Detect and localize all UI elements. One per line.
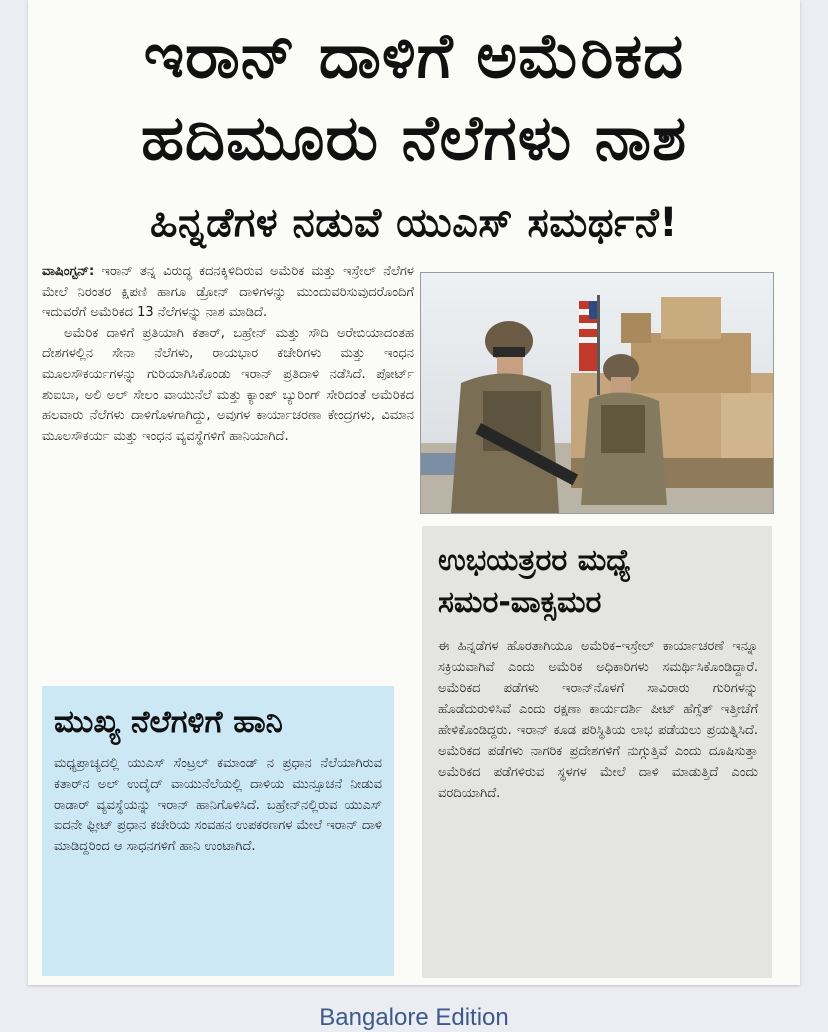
- headline-line-1: ಇರಾನ್ ದಾಳಿಗೆ ಅಮೆರಿಕದ: [143, 19, 685, 92]
- box-right-text: ಈ ಹಿನ್ನಡೆಗಳ ಹೊರತಾಗಿಯೂ ಅಮೆರಿಕ–ಇಸ್ರೇಲ್ ಕಾರ್ಯಾಚರಣೆ ಇನ್ನೂ ಸಕ್ರಿಯವಾಗಿವೆ ಎಂದು ಅಮೆರಿಕ ಅಧಿಕಾರಿಗಳು ಸಮರ್ಥಿಸಿಕೊಂಡಿದ್ದಾರೆ. ಅಮೆರಿಕದ ಪಡೆಗಳು ಇರಾನ್‌ನೊಳಗೆ ಸಾವಿರಾರು ಗುರಿಗಳನ್ನು ಹೊಡೆದುರುಳಿಸಿವೆ ಎಂದು ರಕ್ಷಣಾ ಕಾರ್ಯದರ್ಶಿ ಪೀಟ್ ಹೆಗ್ಸೆತ್ ಇತ್ತೀಚೆಗೆ ಹೇಳಿಕೊಂಡಿದ್ದರು. ಇರಾನ್ ಕೂಡ ಪರಿಸ್ಥಿತಿಯ ಲಾಭ ಪಡೆಯಲು ಪ್ರಯತ್ನಿಸಿದೆ. ಅಮೆರಿಕದ ಪಡೆಗಳು ನಾಗರಿಕ ಪ್ರದೇಶಗಳಿಗೆ ನುಗ್ಗುತ್ತಿವೆ ಎಂದು ದೂಷಿಸುತ್ತಾ ಅಮೆರಿಕದ ಪಡೆಗಳಿರುವ ಸ್ಥಳಗಳ ಮೇಲೆ ದಾಳಿ ಮಾಡುತ್ತಿದೆ ಎಂದು ವರದಿಯಾಗಿದೆ.: [438, 639, 758, 801]
- box-right-title-line-1: ಉಭಯತ್ರರರ ಮಧ್ಯೆ: [438, 543, 631, 578]
- box-left-title: ಮುಖ್ಯ ನೆಲೆಗಳಿಗೆ ಹಾನಿ: [54, 704, 283, 740]
- soldiers-photo-image: [421, 273, 773, 513]
- war-of-words-box: [422, 526, 772, 978]
- subheadline: ಹಿನ್ನಡೆಗಳ ನಡುವೆ ಯುಎಸ್ ಸಮರ್ಥನೆ!: [150, 200, 678, 246]
- article-body: [42, 262, 414, 447]
- paragraph-1-text: ಇರಾನ್ ತನ್ನ ವಿರುದ್ಧ ಕದನಕ್ಕಿಳಿದಿರುವ ಅಮೆರಿಕ ಮತ್ತು ಇಸ್ರೇಲ್ ನೆಲೆಗಳ ಮೇಲೆ ನಿರಂತರ ಕ್ಷಿಪಣಿ ಹಾಗೂ ಡ್ರೋನ್ ದಾಳಿಗಳನ್ನು ಮುಂದುವರಿಸುವುದರೊಂದಿಗೆ ಇದುವರೆಗೆ ಅಮೆರಿಕದ 13 ನೆಲೆಗಳನ್ನು ನಾಶ ಮಾಡಿದೆ.: [42, 264, 414, 321]
- article-paragraph-2: ಅಮೆರಿಕ ದಾಳಿಗೆ ಪ್ರತಿಯಾಗಿ ಕತಾರ್, ಬಹ್ರೇನ್ ಮತ್ತು ಸೌದಿ ಅರೇಬಿಯಾದಂತಹ ದೇಶಗಳಲ್ಲಿನ ಸೇನಾ ನೆಲೆಗಳು, ರಾಯಭಾರ ಕಚೇರಿಗಳು ಮತ್ತು ಇಂಧನ ಮೂಲಸೌಕರ್ಯಗಳನ್ನು ಗುರಿಯಾಗಿಸಿಕೊಂಡು ಇರಾನ್ ಪ್ರತಿದಾಳಿ ನಡೆಸಿದೆ. ಪೋರ್ಟ್ ಶುಐಬಾ, ಅಲಿ ಅಲ್ ಸೇಲಂ ವಾಯುನೆಲೆ ಮತ್ತು ಕ್ಯಾಂಪ್ ಬ್ಯುರಿಂಗ್ ಸೇರಿದಂತೆ ಅಮೆರಿಕದ ಹಲವಾರು ನೆಲೆಗಳು ದಾಳಿಗೊಳಗಾಗಿದ್ದು, ಅವುಗಳ ಕಾರ್ಯಾಚರಣಾ ಕೇಂದ್ರಗಳು, ವಿಮಾನ ಮೂಲಸೌಕರ್ಯ ಮತ್ತು ಇಂಧನ ವ್ಯವಸ್ಥೆಗಳಿಗೆ ಹಾನಿಯಾಗಿದೆ.: [42, 325, 414, 444]
- article-paragraph-1: [42, 262, 414, 324]
- newspaper-clipping: [28, 0, 800, 985]
- edition-link[interactable]: Bangalore Edition: [319, 1004, 509, 1031]
- box-left-text: ಮಧ್ಯಪ್ರಾಚ್ಯದಲ್ಲಿ ಯುಎಸ್ ಸೆಂಟ್ರಲ್ ಕಮಾಂಡ್ ನ ಪ್ರಧಾನ ನೆಲೆಯಾಗಿರುವ ಕತಾರ್‌ನ ಅಲ್ ಉದೈದ್ ವಾಯುನೆಲೆಯಲ್ಲಿ ದಾಳಿಯ ಮುನ್ಸೂಚನೆ ನೀಡುವ ರಾಡಾರ್ ವ್ಯವಸ್ಥೆಯನ್ನು ಇರಾನ್ ಹಾನಿಗೊಳಿಸಿದೆ. ಬಹ್ರೇನ್‌ನಲ್ಲಿರುವ ಯುಎಸ್ ಐದನೇ ಫ್ಲೀಟ್ ಪ್ರಧಾನ ಕಚೇರಿಯ ಸಂವಹನ ಉಪಕರಣಗಳ ಮೇಲೆ ಇರಾನ್ ದಾಳಿ ಮಾಡಿದ್ದರಿಂದ ಆ ಸಾಧನಗಳಿಗೆ ಹಾನಿ ಉಂಟಾಗಿದೆ.: [54, 756, 382, 855]
- dateline: ವಾಷಿಂಗ್ಟನ್:: [42, 264, 95, 279]
- box-right-title-line-2: ಸಮರ-ವಾಕ್ಸಮರ: [438, 585, 602, 620]
- soldiers-photo: [420, 272, 774, 514]
- headline-line-2: ಹದಿಮೂರು ನೆಲೆಗಳು ನಾಶ: [140, 101, 688, 174]
- main-bases-damaged-box: [42, 686, 394, 976]
